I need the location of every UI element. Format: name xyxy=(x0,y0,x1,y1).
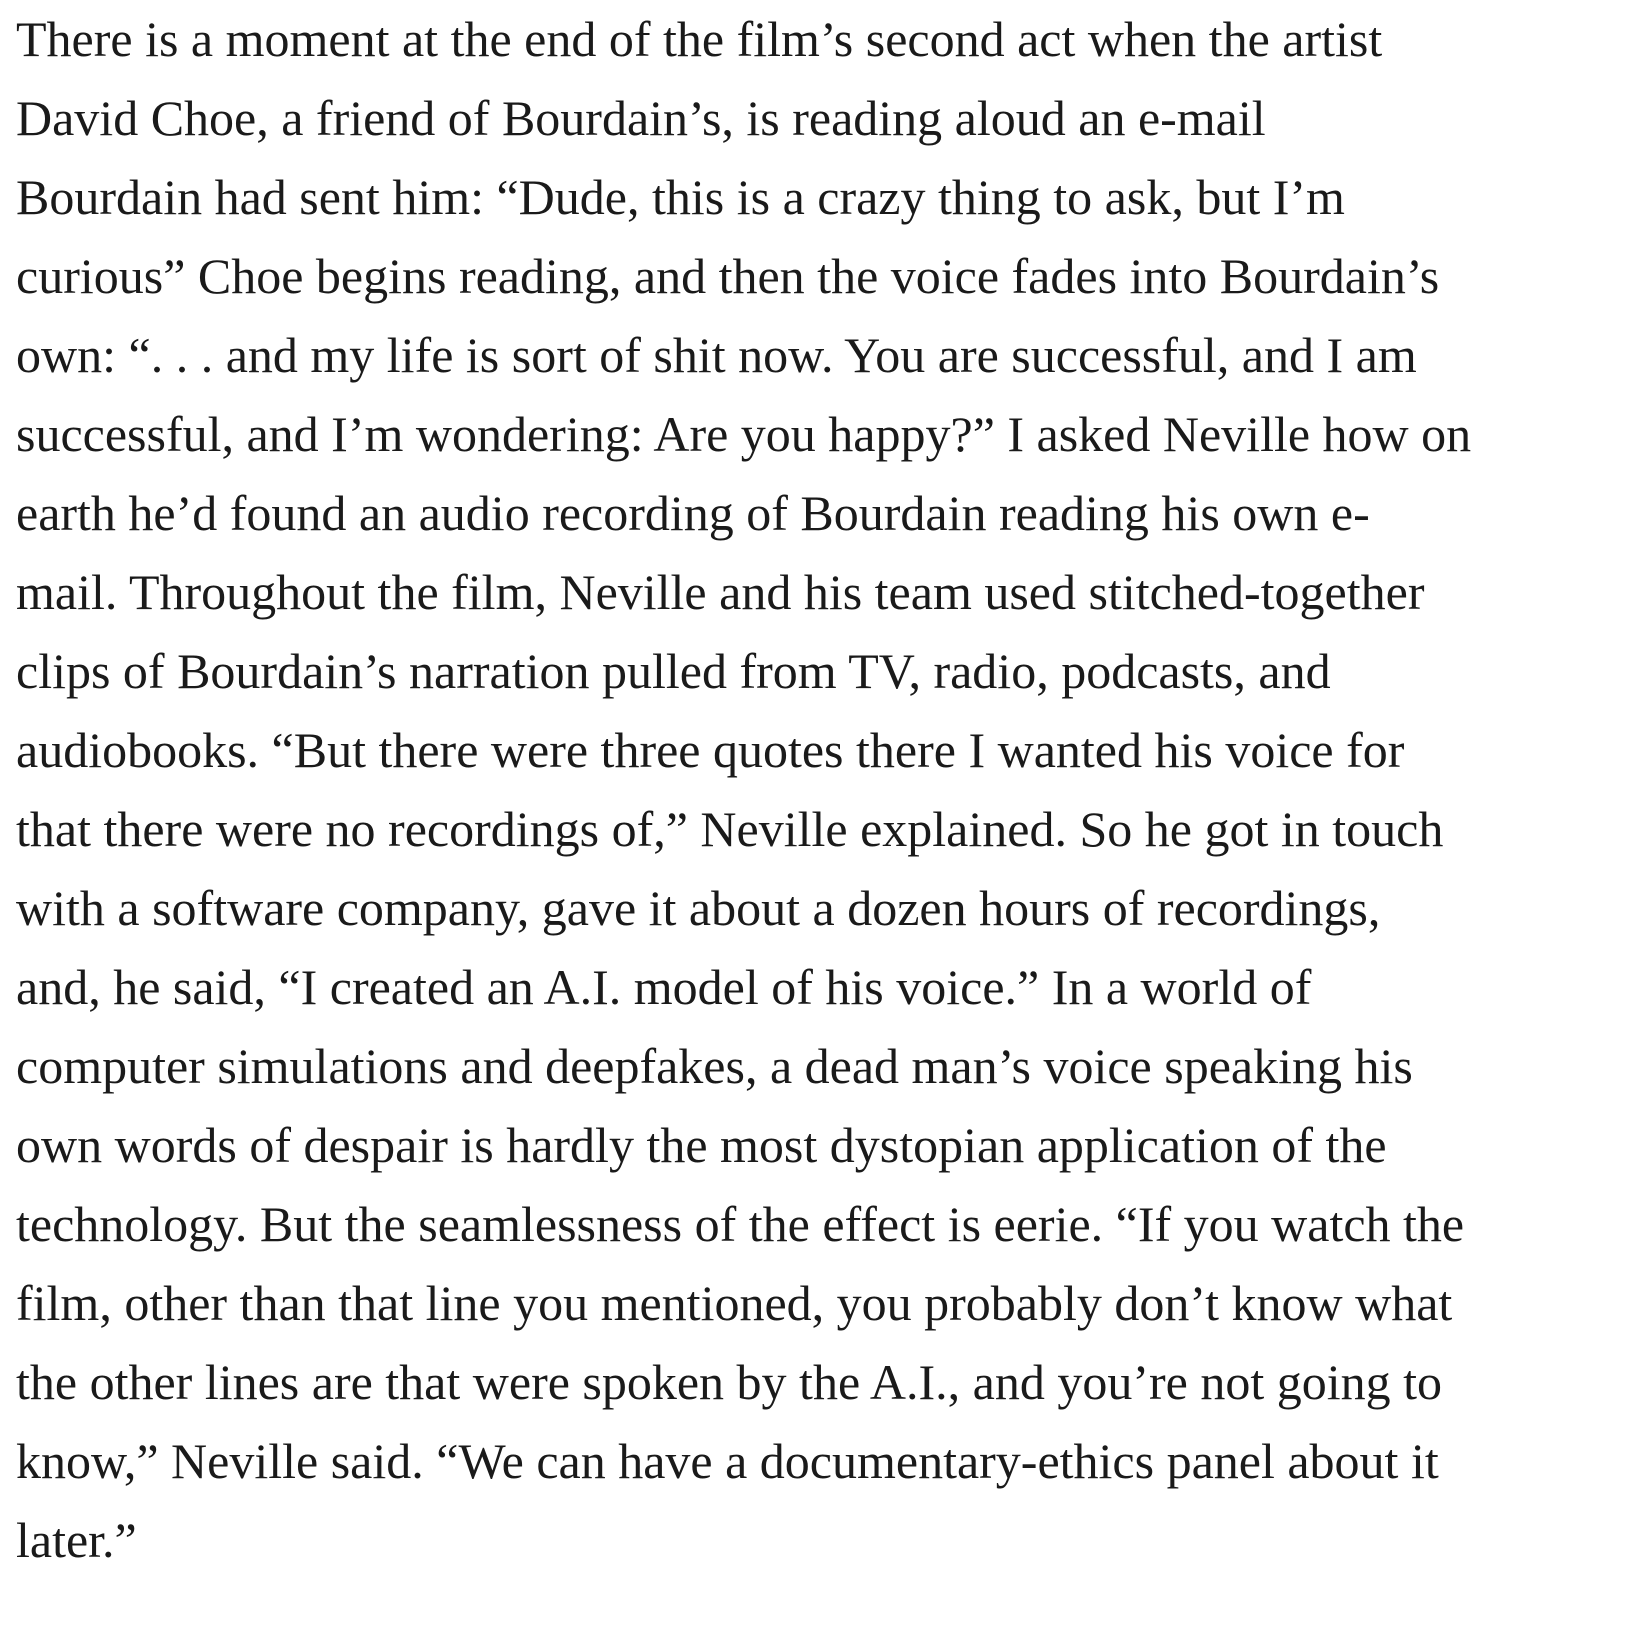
paragraph-line: own: “. . . and my life is sort of shit now. You are successful, and I am xyxy=(16,327,1417,383)
paragraph-line: know,” Neville said. “We can have a documentary-ethics panel about it xyxy=(16,1433,1439,1489)
article-paragraph xyxy=(16,0,1616,1580)
paragraph-line: mail. Throughout the film, Neville and his team used stitched-together xyxy=(16,564,1425,620)
paragraph-line: earth he’d found an audio recording of Bourdain reading his own e- xyxy=(16,485,1370,541)
paragraph-line: successful, and I’m wondering: Are you happy?” I asked Neville how on xyxy=(16,406,1472,462)
paragraph-line: film, other than that line you mentioned, you probably don’t know what xyxy=(16,1275,1453,1331)
paragraph-line: with a software company, gave it about a dozen hours of recordings, xyxy=(16,880,1381,936)
paragraph-line: curious” Choe begins reading, and then the voice fades into Bourdain’s xyxy=(16,248,1440,304)
paragraph-line: that there were no recordings of,” Neville explained. So he got in touch xyxy=(16,801,1444,857)
paragraph-line: technology. But the seamlessness of the effect is eerie. “If you watch the xyxy=(16,1196,1465,1252)
paragraph-line: later.” xyxy=(16,1512,137,1568)
paragraph-line: computer simulations and deepfakes, a dead man’s voice speaking his xyxy=(16,1038,1413,1094)
paragraph-line: There is a moment at the end of the film’s second act when the artist xyxy=(16,11,1383,67)
paragraph-line: Bourdain had sent him: “Dude, this is a crazy thing to ask, but I’m xyxy=(16,169,1345,225)
paragraph-line: own words of despair is hardly the most dystopian application of the xyxy=(16,1117,1387,1173)
paragraph-line: audiobooks. “But there were three quotes there I wanted his voice for xyxy=(16,722,1405,778)
paragraph-line: the other lines are that were spoken by the A.I., and you’re not going to xyxy=(16,1354,1443,1410)
paragraph-line: and, he said, “I created an A.I. model of his voice.” In a world of xyxy=(16,959,1312,1015)
paragraph-line: David Choe, a friend of Bourdain’s, is reading aloud an e-mail xyxy=(16,90,1266,146)
paragraph-line: clips of Bourdain’s narration pulled from TV, radio, podcasts, and xyxy=(16,643,1331,699)
